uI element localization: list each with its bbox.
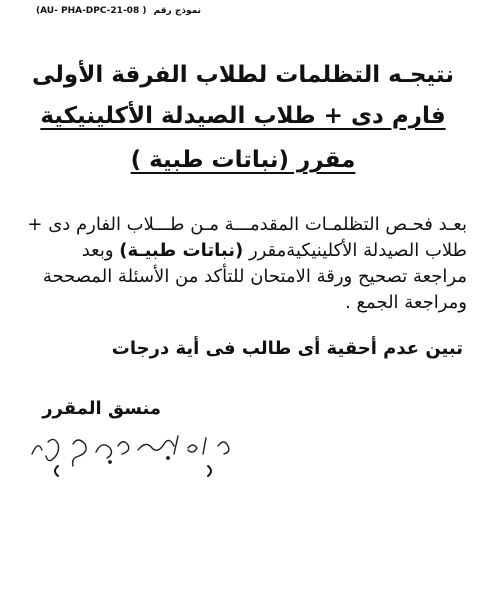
- body-course-name: (نباتات طبيـة): [119, 240, 244, 261]
- form-number: [36, 6, 201, 16]
- body-text-part-2: وبعد مراجعة تصحيح ورقة الامتحان للتأكد من الأسئلة المصححة ومراجعة الجمع .: [42, 240, 467, 313]
- title-line-1: نتيجـه التظلمات لطلاب الفرقة الأولى: [32, 62, 454, 88]
- body-text-part-1: بعـد فحـص التظلمـات المقدمـــة مـن طـــلاب الفارم دى + طلاب الصيدلة الأكلينيكيةمقرر: [27, 214, 467, 261]
- course-coordinator-label: منسق المقرر: [42, 398, 161, 419]
- conclusion-statement: تبين عدم أحقية أى طالب فى أية درجات: [111, 338, 463, 359]
- body-paragraph: [27, 212, 467, 316]
- form-code: (AU- PHA-DPC-21-08 ): [36, 6, 147, 16]
- title-line-2: فارم دى + طلاب الصيدلة الأكلينيكية: [40, 103, 446, 129]
- handwritten-signature: [18, 424, 278, 494]
- form-label: نموذج رقم: [153, 6, 202, 16]
- title-line-3: مقرر (نباتات طبية ): [130, 147, 356, 173]
